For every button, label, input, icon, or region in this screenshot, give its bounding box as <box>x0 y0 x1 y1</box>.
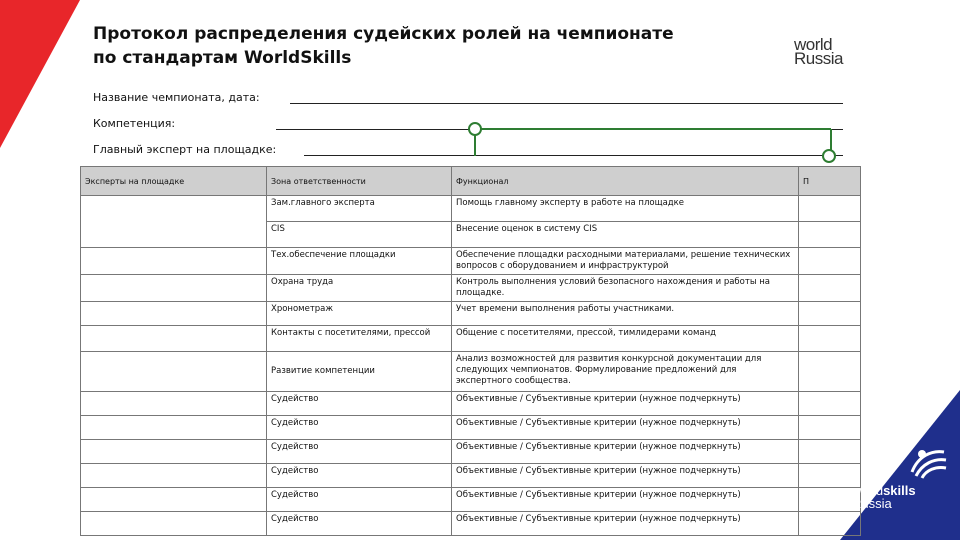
extra-cell[interactable] <box>799 196 861 222</box>
expert-cell[interactable] <box>81 248 267 275</box>
function-cell: Учет времени выполнения работы участниками. <box>452 302 799 326</box>
resize-handle-left <box>469 123 481 135</box>
extra-cell[interactable] <box>799 326 861 352</box>
table-header-row <box>81 167 861 196</box>
zone-cell: Судейство <box>267 440 452 464</box>
function-cell: Внесение оценок в систему CIS <box>452 222 799 248</box>
extra-cell[interactable] <box>799 222 861 248</box>
extra-cell[interactable] <box>799 392 861 416</box>
zone-cell: Контакты с посетителями, прессой <box>267 326 452 352</box>
extra-cell[interactable] <box>799 512 861 536</box>
table-row <box>81 326 861 352</box>
resize-handle-right <box>823 150 835 162</box>
extra-cell[interactable] <box>799 275 861 302</box>
table-row <box>81 302 861 326</box>
expert-cell[interactable] <box>81 352 267 392</box>
function-cell: Объективные / Субъективные критерии (нужное подчеркнуть) <box>452 392 799 416</box>
function-cell: Контроль выполнения условий безопасного нахождения и работы на площадке. <box>452 275 799 302</box>
worldskills-swoosh-icon <box>908 446 948 480</box>
expert-cell[interactable] <box>81 416 267 440</box>
function-cell: Объективные / Субъективные критерии (нужное подчеркнуть) <box>452 416 799 440</box>
expert-cell[interactable] <box>81 440 267 464</box>
table-row <box>81 248 861 275</box>
function-cell: Объективные / Субъективные критерии (нужное подчеркнуть) <box>452 464 799 488</box>
expert-cell[interactable] <box>81 464 267 488</box>
extra-cell[interactable] <box>799 416 861 440</box>
table-row <box>81 196 861 222</box>
zone-cell: Хронометраж <box>267 302 452 326</box>
header-zone: Зона ответственности <box>267 167 452 196</box>
extra-cell[interactable] <box>799 352 861 392</box>
function-cell: Объективные / Субъективные критерии (нужное подчеркнуть) <box>452 512 799 536</box>
function-cell: Анализ возможностей для развития конкурсной документации для следующих чемпионатов. Формулирование предложений для экспертного сообщества. <box>452 352 799 392</box>
chief-expert-label: Главный эксперт на площадке: <box>93 143 277 156</box>
table-row <box>81 416 861 440</box>
logo-word-russia: Russia <box>852 496 892 511</box>
zone-cell: Судейство <box>267 488 452 512</box>
zone-cell: Охрана труда <box>267 275 452 302</box>
expert-cell[interactable] <box>81 275 267 302</box>
logo-top-line-2: Russia <box>794 49 843 68</box>
table-row <box>81 488 861 512</box>
expert-cell[interactable] <box>81 512 267 536</box>
competence-label: Компетенция: <box>93 117 176 130</box>
zone-cell: Развитие компетенции <box>267 352 452 392</box>
zone-cell: Судейство <box>267 512 452 536</box>
extra-cell[interactable] <box>799 302 861 326</box>
function-cell: Общение с посетителями, прессой, тимлидерами команд <box>452 326 799 352</box>
zone-cell: Тех.обеспечение площадки <box>267 248 452 275</box>
zone-cell: Судейство <box>267 392 452 416</box>
header-function: Функционал <box>452 167 799 196</box>
extra-cell[interactable] <box>799 248 861 275</box>
logo-word-skills: skills <box>883 483 916 498</box>
table-row <box>81 512 861 536</box>
championship-label: Название чемпионата, дата: <box>93 91 260 104</box>
function-cell: Объективные / Субъективные критерии (нужное подчеркнуть) <box>452 488 799 512</box>
function-cell: Обеспечение площадки расходными материалами, решение технических вопросов с оборудованием и инфраструктурой <box>452 248 799 275</box>
header-extra: П <box>799 167 861 196</box>
worldskills-logo-bottom <box>852 446 952 510</box>
expert-cell[interactable] <box>81 392 267 416</box>
title-line-1: Протокол распределения судейских ролей на чемпионате <box>93 24 674 44</box>
expert-cell[interactable] <box>81 326 267 352</box>
zone-cell: Судейство <box>267 464 452 488</box>
expert-cell[interactable] <box>81 488 267 512</box>
table-row <box>81 352 861 392</box>
table-row <box>81 392 861 416</box>
title-line-2: по стандартам WorldSkills <box>93 48 352 68</box>
function-cell: Объективные / Субъективные критерии (нужное подчеркнуть) <box>452 440 799 464</box>
function-cell: Помощь главному эксперту в работе на площадке <box>452 196 799 222</box>
zone-cell: CIS <box>267 222 452 248</box>
table-row <box>81 464 861 488</box>
expert-cell[interactable] <box>81 196 267 248</box>
zone-cell: Зам.главного эксперта <box>267 196 452 222</box>
roles-table <box>80 166 861 536</box>
zone-cell: Судейство <box>267 416 452 440</box>
expert-cell[interactable] <box>81 302 267 326</box>
table-row <box>81 275 861 302</box>
logo-word-world: world <box>852 483 884 498</box>
header-experts: Эксперты на площадке <box>81 167 267 196</box>
table-row <box>81 440 861 464</box>
logo-top-line-1: world <box>794 35 833 54</box>
